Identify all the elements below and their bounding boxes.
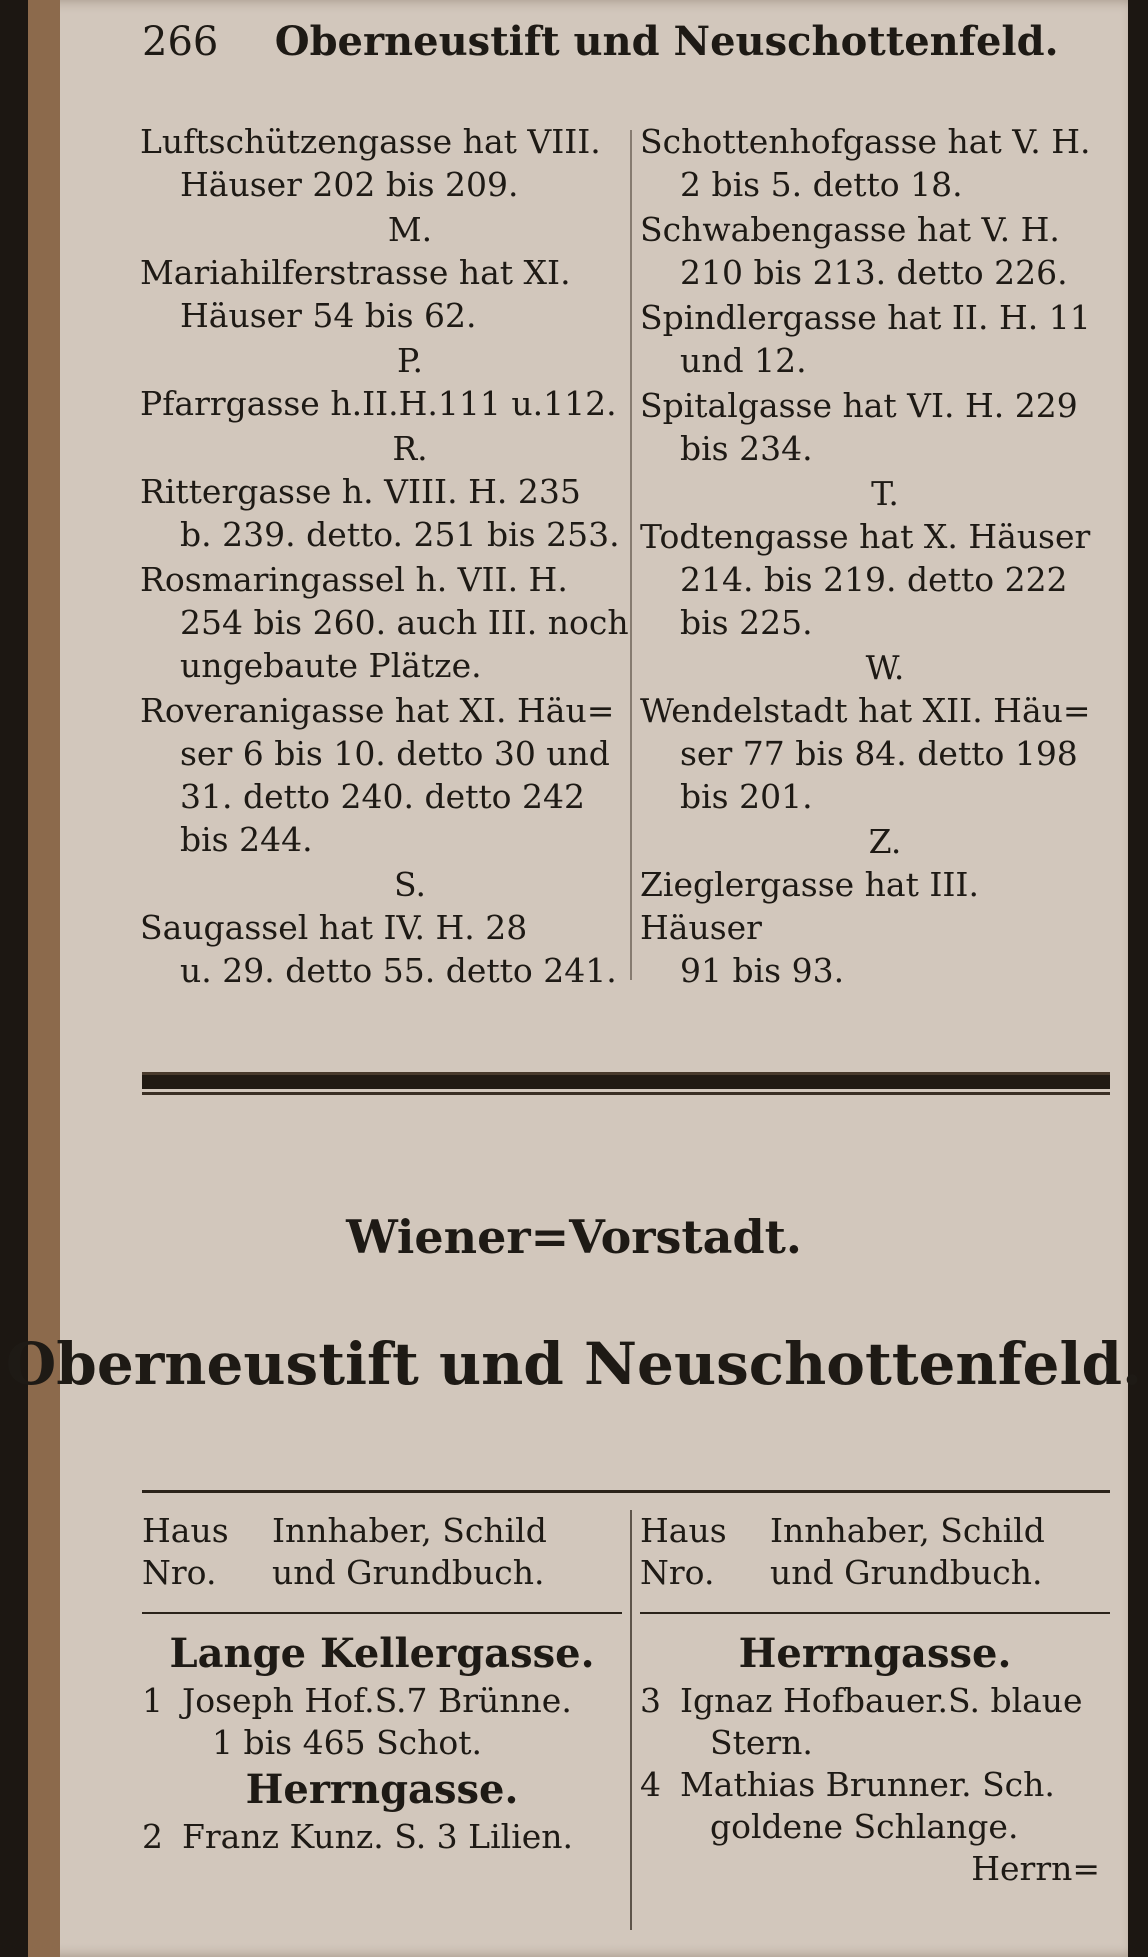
street-entry-line: Schottenhofgasse hat V. H.: [640, 122, 1091, 161]
index-letter: R.: [392, 429, 428, 468]
running-title: Oberneustift und Neuschottenfeld.: [274, 18, 1059, 65]
house-owner: Franz Kunz. S. 3 Lilien.: [182, 1817, 574, 1856]
street-entry: [640, 296, 1110, 382]
street-entry-cont: Häuser 202 bis 209.: [180, 165, 519, 204]
header-innhaber: Innhaber, Schild: [770, 1511, 1045, 1550]
header-bottom-rule: [142, 1612, 622, 1614]
street-entry-cont: 31. detto 240. detto 242: [180, 777, 585, 816]
street-entry-cont: ser 77 bis 84. detto 198: [680, 734, 1078, 773]
street-entry: [140, 251, 640, 337]
header-nro: Nro.: [640, 1553, 715, 1592]
street-entry: [140, 382, 640, 425]
street-entry-cont: bis 234.: [680, 429, 813, 468]
header-nro: Nro.: [142, 1553, 217, 1592]
street-heading: Lange Kellergasse.: [169, 1630, 595, 1677]
street-entry-line: Roveranigasse hat XI. Häu=: [140, 691, 615, 730]
street-entry-cont: ser 6 bis 10. detto 30 und: [180, 734, 610, 773]
street-entry-cont: 210 bis 213. detto 226.: [680, 253, 1068, 292]
house-number: 4: [640, 1765, 661, 1804]
street-entry-cont: u. 29. detto 55. detto 241.: [180, 951, 617, 990]
street-entry: [140, 906, 640, 992]
column-divider: [630, 130, 632, 980]
street-entry: [640, 120, 1110, 206]
catchword: Herrn=: [971, 1849, 1100, 1888]
house-owner: Joseph Hof.S.7 Brünne.: [182, 1681, 572, 1720]
street-entry: [640, 208, 1110, 294]
house-entry: [142, 1816, 622, 1858]
house-entry: [640, 1764, 1110, 1848]
street-entry: [640, 384, 1110, 470]
street-entry: [140, 470, 640, 556]
house-entry: [640, 1680, 1110, 1764]
book-spine-edge: [28, 0, 60, 1957]
table-column-divider: [630, 1510, 632, 1930]
street-heading: Herrngasse.: [245, 1766, 519, 1813]
street-entry-line: Todtengasse hat X. Häuser: [640, 517, 1091, 556]
header-grundbuch: und Grundbuch.: [770, 1553, 1043, 1592]
street-entry-cont: und 12.: [680, 341, 807, 380]
index-letter: T.: [871, 474, 899, 513]
section-subtitle: Wiener=Vorstadt.: [346, 1210, 802, 1264]
header-haus: Haus: [142, 1511, 229, 1550]
ornamental-rule: [142, 1072, 1110, 1089]
street-entry-cont: bis 244.: [180, 820, 313, 859]
street-entry-cont: b. 239. detto. 251 bis 253.: [180, 515, 620, 554]
street-entry-cont: 254 bis 260. auch III. noch: [180, 603, 629, 642]
street-entry-cont: 2 bis 5. detto 18.: [680, 165, 963, 204]
page-number: 266: [142, 19, 219, 65]
street-entry: [640, 863, 1110, 992]
header-bottom-rule: [640, 1612, 1110, 1614]
street-index-left-column: [140, 120, 640, 994]
street-entry-cont: 214. bis 219. detto 222: [680, 560, 1068, 599]
index-letter: P.: [396, 341, 423, 380]
header-innhaber: Innhaber, Schild: [272, 1511, 547, 1550]
street-entry-line: Luftschützengasse hat VIII.: [140, 122, 601, 161]
street-entry-line: Saugassel hat IV. H. 28: [140, 908, 528, 947]
street-entry-cont: Häuser 54 bis 62.: [180, 296, 477, 335]
street-entry-line: Wendelstadt hat XII. Häu=: [640, 691, 1091, 730]
house-entry: [142, 1680, 622, 1764]
house-owner-cont: goldene Schlange.: [710, 1807, 1019, 1846]
street-index-right-column: [640, 120, 1110, 994]
table-header-left: [142, 1510, 622, 1594]
street-entry: [640, 515, 1110, 644]
index-letter: W.: [865, 648, 905, 687]
house-owner: Ignaz Hofbauer.S. blaue: [680, 1681, 1083, 1720]
street-entry: [140, 689, 640, 861]
street-entry-line: Spindlergasse hat II. H. 11: [640, 298, 1091, 337]
house-number: 1: [142, 1681, 163, 1720]
street-entry-cont: ungebaute Plätze.: [180, 646, 482, 685]
house-owner-cont: Stern.: [710, 1723, 813, 1762]
table-header-right: [640, 1510, 1110, 1594]
street-entry-line: Schwabengasse hat V. H.: [640, 210, 1060, 249]
street-entry-line: Zieglergasse hat III. Häuser: [640, 865, 979, 947]
index-letter: Z.: [868, 822, 902, 861]
street-entry-cont: bis 225.: [680, 603, 813, 642]
house-list-right: [640, 1628, 1110, 1890]
street-entry-line: Spitalgasse hat VI. H. 229: [640, 386, 1078, 425]
street-entry: [640, 689, 1110, 818]
street-entry-line: Pfarrgasse h.II.H.111 u.112.: [140, 384, 617, 423]
section-title: Oberneustift und Neuschottenfeld.: [5, 1330, 1143, 1398]
street-entry-line: Mariahilferstrasse hat XI.: [140, 253, 571, 292]
house-owner-cont: 1 bis 465 Schot.: [212, 1723, 483, 1762]
header-haus: Haus: [640, 1511, 727, 1550]
index-letter: M.: [387, 210, 433, 249]
street-entry: [140, 120, 640, 206]
house-number: 2: [142, 1817, 163, 1856]
street-entry-line: Rittergasse h. VIII. H. 235: [140, 472, 581, 511]
house-number: 3: [640, 1681, 661, 1720]
street-heading: Herrngasse.: [738, 1630, 1012, 1677]
street-entry-cont: 91 bis 93.: [680, 951, 845, 990]
house-list-left: [142, 1628, 622, 1858]
street-entry-cont: bis 201.: [680, 777, 813, 816]
header-grundbuch: und Grundbuch.: [272, 1553, 545, 1592]
page-header: [142, 18, 1059, 65]
house-owner: Mathias Brunner. Sch.: [680, 1765, 1055, 1804]
ornamental-rule-thin: [142, 1092, 1110, 1095]
table-top-rule: [142, 1490, 1110, 1493]
index-letter: S.: [394, 865, 426, 904]
street-entry: [140, 558, 640, 687]
street-entry-line: Rosmaringassel h. VII. H.: [140, 560, 568, 599]
